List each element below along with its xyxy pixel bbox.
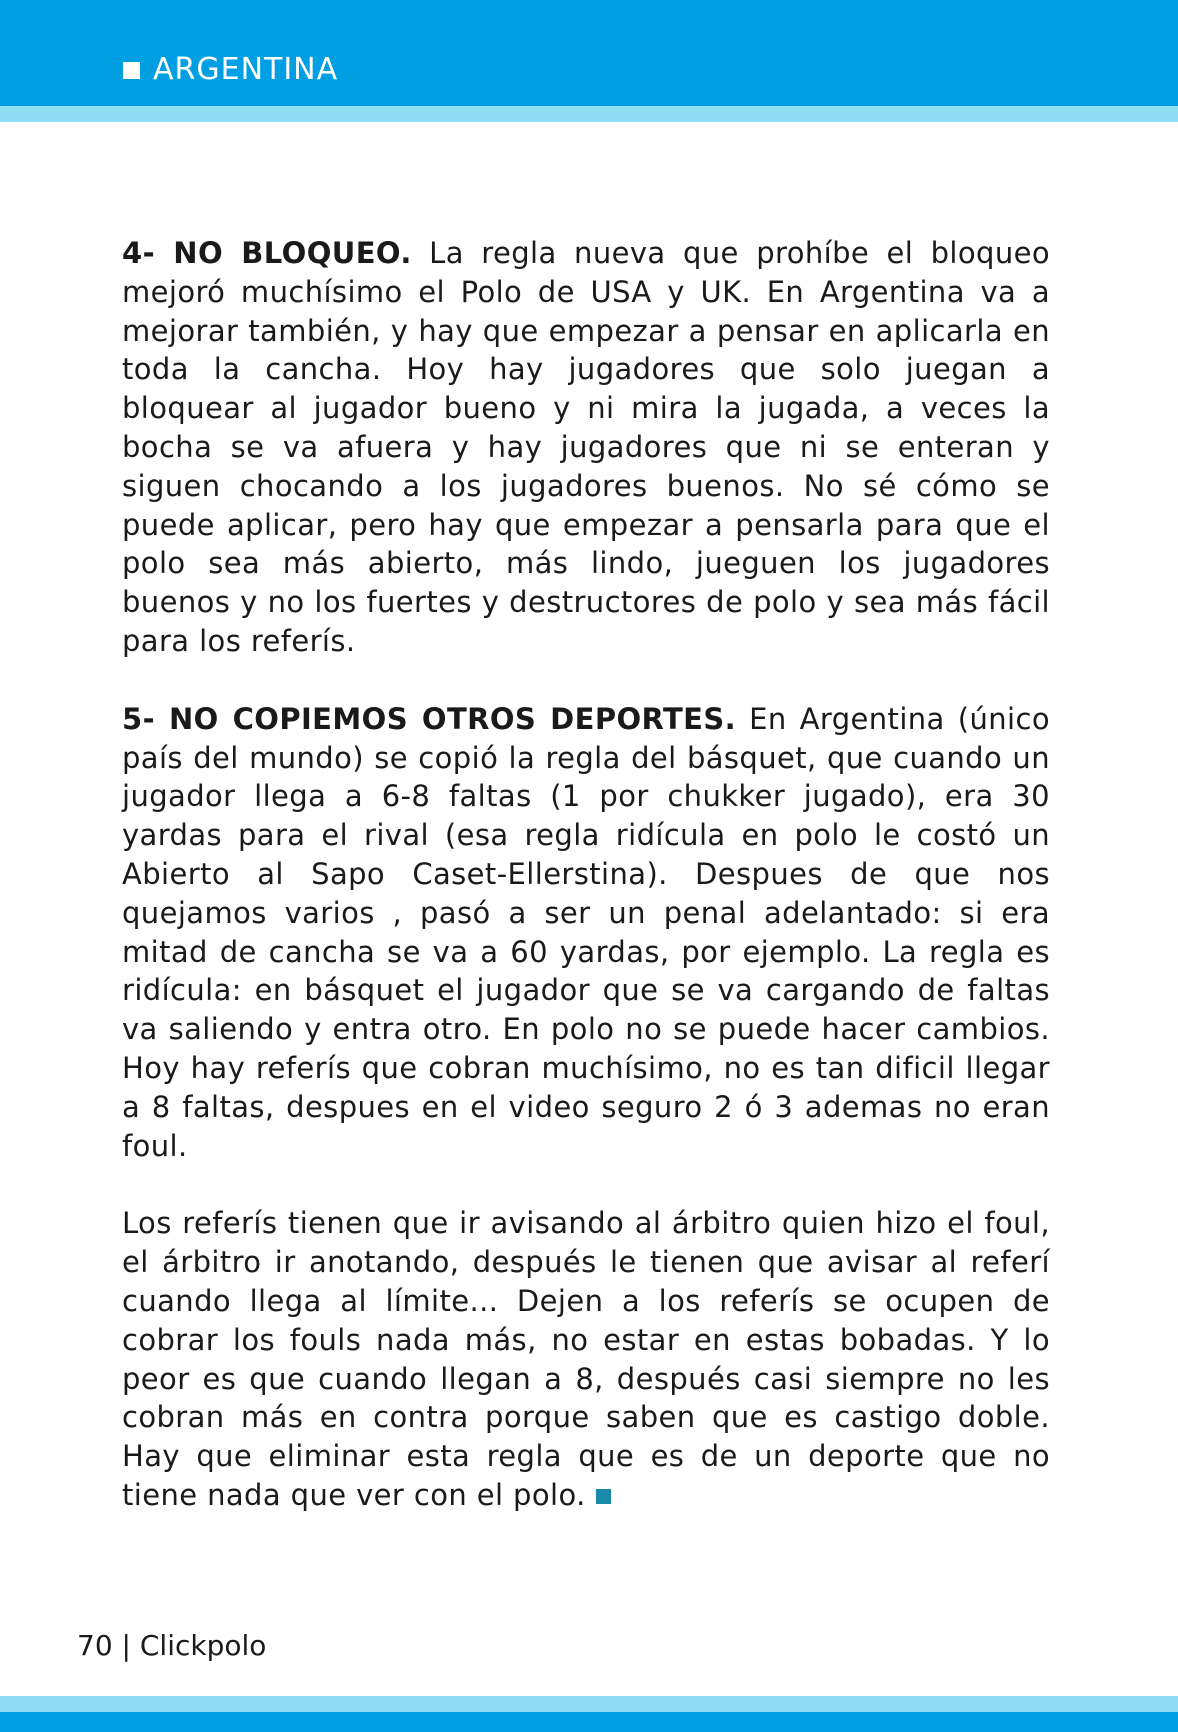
paragraph-heading: 5- NO COPIEMOS OTROS DEPORTES. <box>122 701 737 736</box>
paragraph-text: La regla nueva que prohíbe el bloqueo mejoró muchísimo el Polo de USA y UK. En Argentina va a mejorar también, y hay que empezar a pensar en aplicarla en toda la cancha. Hoy hay jugadores que solo juegan a bloquear al jugador bueno y ni mira la jugada, a veces la bocha se va afuera y hay jugadores que ni se enteran y siguen chocando a los jugadores buenos. No sé cómo se puede aplicar, pero hay que empezar a pensarla para que el polo sea más abierto, más lindo, jueguen los jugadores buenos y no los fuertes y destructores de polo y sea más fácil para los referís. <box>122 236 1050 658</box>
paragraph-text: En Argentina (único país del mundo) se copió la regla del básquet, que cuando un jugador llega a 6-8 faltas (1 por chukker jugado), era 30 yardas para el rival (esa regla ridícula en polo le costó un Abierto al Sapo Caset-Ellerstina). Despues de que nos quejamos varios , pasó a ser un penal adelantado: si era mitad de cancha se va a 60 yardas, por ejemplo. La regla es ridícula: en básquet el jugador que se va cargando de faltas va saliendo y entra otro. En polo no se puede hacer cambios. Hoy hay referís que cobran muchísimo, no es tan dificil llegar a 8 faltas, despues en el video seguro 2 ó 3 ademas no eran foul. <box>122 701 1050 1163</box>
paragraph-closing <box>122 1204 1050 1514</box>
page-footer: 70 | Clickpolo <box>77 1629 267 1662</box>
paragraph-no-copiemos <box>122 700 1050 1166</box>
end-square-icon <box>596 1489 611 1504</box>
paragraph-text: Los referís tienen que ir avisando al árbitro quien hizo el foul, el árbitro ir anotando, después le tienen que avisar al referí cuando llega al límite... Dejen a los referís se ocupen de cobrar los fouls nada más, no estar en estas bobadas. Y lo peor es que cuando llegan a 8, después casi siempre no les cobran más en contra porque saben que es castigo doble. Hay que eliminar esta regla que es de un deporte que no tiene nada que ver con el polo. <box>122 1206 1050 1512</box>
article-body <box>122 234 1050 1554</box>
footer-bar <box>0 1712 1178 1732</box>
paragraph-heading: 4- NO BLOQUEO. <box>122 236 412 270</box>
section-title: ARGENTINA <box>153 52 339 87</box>
paragraph-no-bloqueo <box>122 234 1050 661</box>
footer-stripe <box>0 1696 1178 1712</box>
header-stripe <box>0 106 1178 122</box>
header-square-icon <box>123 62 140 79</box>
